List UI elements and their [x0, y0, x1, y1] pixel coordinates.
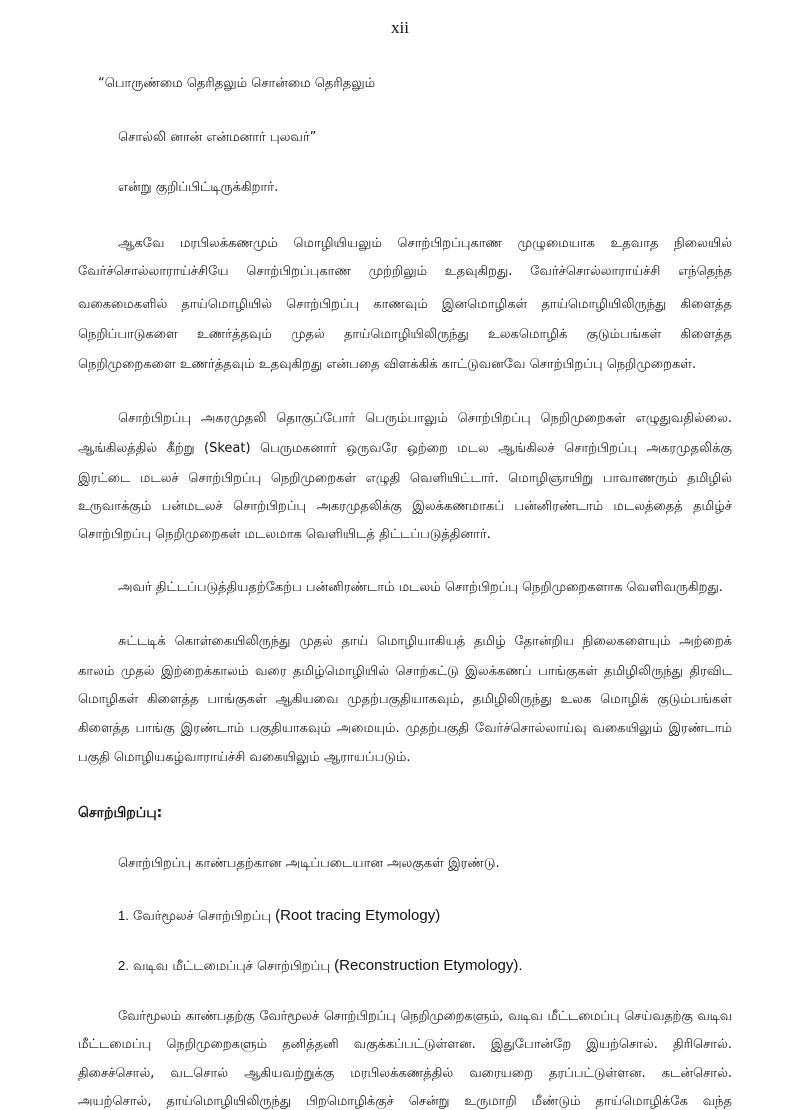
- para3-text: அவர் திட்டப்படுத்தியதற்கேற்ப பன்னிரண்டாம் மடலம் சொற்பிறப்பு நெறிமுறைகளாக வெளிவருகிறது.: [118, 580, 723, 595]
- para5-line: வேர்மூலம் காண்பதற்கு வேர்மூலச் சொற்பிறப்பு நெறிமுறைகளும், வடிவ மீட்டமைப்பு செய்வதற்கு வடிவ: [118, 1009, 732, 1024]
- intro-text: சொற்பிறப்பு காண்பதற்கான அடிப்படையான அலகுகள் இரண்டு.: [118, 856, 500, 871]
- para2-line: இரட்டை மடலச் சொற்பிறப்பு நெறிமுறைகள் எழுதி வெளியிட்டார். மொழிஞாயிறு பாவாணரும் தமிழில்: [78, 471, 732, 486]
- para5-line: திசைச்சொல், வடசொல் ஆகியவற்றுக்கு மரபிலக்கணத்தில் வரையறை தரப்பட்டுள்ளன. கடன்சொல்.: [78, 1066, 732, 1081]
- quote-line-2: சொல்லி னான் என்மனார் புலவர்”: [118, 130, 317, 145]
- para1-line: நெறிப்பாடுகளை உணர்த்தவும் முதல் தாய்மொழியிலிருந்து உலகமொழிக் குடும்பங்கள் கிளைத்த: [78, 327, 732, 342]
- quote-line-1: “பொருண்மை தெரிதலும் சொன்மை தெரிதலும்: [98, 76, 376, 91]
- para2-line: சொற்பிறப்பு அகரமுதலி தொகுப்போர் பெரும்பாலும் சொற்பிறப்பு நெறிமுறைகள் எழுதுவதில்லை.: [118, 411, 732, 426]
- para5-line: அயற்சொல், தாய்மொழியிலிருந்து பிறமொழிக்குச் சென்று உருமாறி மீண்டும் தாய்மொழிக்கே வந்த: [78, 1094, 732, 1109]
- para1-line: வகைமைகளில் தாய்மொழியில் சொற்பிறப்பு காணவும் இனமொழிகள் தாய்மொழியிலிருந்து கிளைத்த: [78, 297, 732, 312]
- para4-line: மொழிகள் கிளைத்த பாங்குகள் ஆகியவை முதற்பகுதியாகவும், தமிழிலிருந்து உலக மொழிக் குடும்பங்கள்: [78, 692, 732, 707]
- list-item-english: (Root tracing Etymology): [275, 907, 441, 924]
- para1-line: வேர்ச்சொல்லாராய்ச்சியே சொற்பிறப்புகாண முற்றிலும் உதவுகிறது. வேர்ச்சொல்லாராய்ச்சி எந்தெந்த: [78, 264, 732, 279]
- list-item: [118, 907, 440, 925]
- list-item: [118, 957, 523, 975]
- para4-line: சுட்டடிக் கொள்கையிலிருந்து முதல் தாய் மொழியாகியத் தமிழ் தோன்றிய நிலைகளையும் அற்றைக்: [118, 634, 732, 649]
- page-number: xii: [391, 18, 409, 37]
- para4-line: கிளைத்த பாங்கு இரண்டாம் பகுதியாகவும் அமையும். முதற்பகுதி வேர்ச்சொல்லாய்வு வகையிலும் இரண்டாம்: [78, 721, 732, 736]
- para2-line-last: சொற்பிறப்பு நெறிமுறைகள் மடலமாக வெளியிடத் திட்டப்படுத்தினார்.: [78, 527, 491, 542]
- para4-line: காலம் முதல் இற்றைக்காலம் வரை தமிழ்மொழியில் சொற்கட்டு இலக்கணப் பாங்குகள் தமிழிலிருந்து திரவிட: [78, 664, 732, 679]
- list-item-number: 2.: [118, 958, 129, 973]
- after-quote-text: என்று குறிப்பிட்டிருக்கிறார்.: [118, 180, 279, 195]
- para1-line-last: நெறிமுறைகளை உணர்த்தவும் உதவுகிறது என்பதை விளக்கிக் காட்டுவனவே சொற்பிறப்பு நெறிமுறைகள்.: [78, 357, 697, 372]
- para1-line: ஆகவே மரபிலக்கணமும் மொழியியலும் சொற்பிறப்புகாண முழுமையாக உதவாத நிலையில்: [118, 236, 732, 251]
- section-heading: சொற்பிறப்பு:: [78, 805, 163, 821]
- list-item-english: (Reconstruction Etymology).: [334, 957, 523, 974]
- para5-line: மீட்டமைப்பு நெறிமுறைகளும் தனித்தனி வகுக்கப்பட்டுள்ளன. இதுபோன்றே இயற்சொல். திரிசொல்.: [78, 1037, 732, 1052]
- list-item-number: 1.: [118, 908, 129, 923]
- para2-line: ஆங்கிலத்தில் கீற்று (Skeat) பெருமகனார் ஒருவரே ஒற்றை மடல ஆங்கிலச் சொற்பிறப்பு அகரமுதலிக்கு: [78, 441, 732, 456]
- list-item-tamil: வடிவ மீட்டமைப்புச் சொற்பிறப்பு: [132, 959, 330, 974]
- para2-line: உருவாக்கும் பன்மடலச் சொற்பிறப்பு அகரமுதலிக்கு இலக்கணமாகப் பன்னிரண்டாம் மடலத்தைத் தமிழ்ச்: [78, 499, 732, 514]
- para4-line-last: பகுதி மொழியகழ்வாராய்ச்சி வகையிலும் ஆராயப்படும்.: [78, 750, 411, 765]
- list-item-tamil: வேர்மூலச் சொற்பிறப்பு: [132, 909, 271, 924]
